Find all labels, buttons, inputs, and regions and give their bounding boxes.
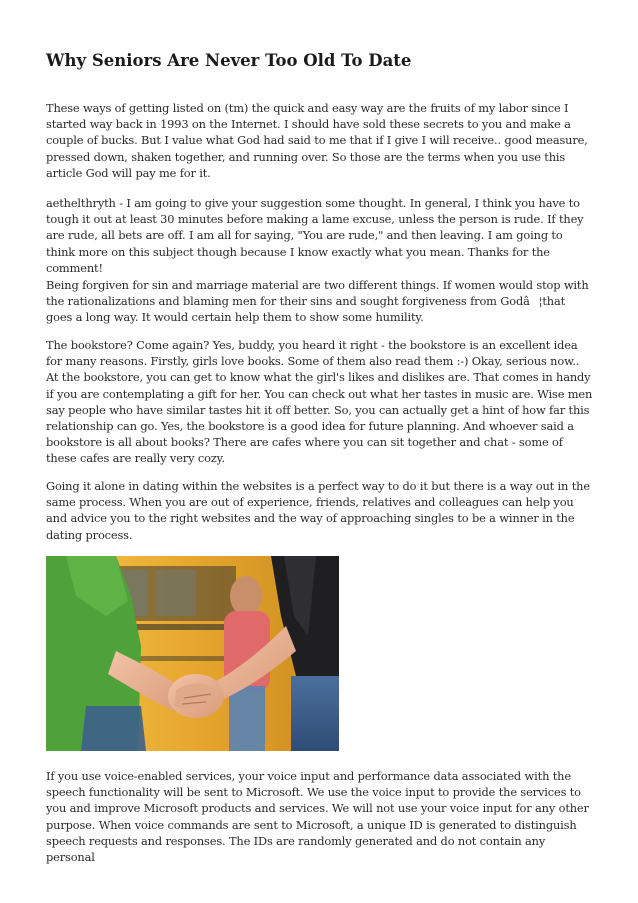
- paragraph-5: Going it alone in dating within the websites is a perfect way to do it but there is a way out in the same process. When you are out of experience, friends, relatives and colleagues can help you and advice you to the right websites and the way of approaching singles to be a winner in the dating process.: [46, 479, 590, 542]
- paragraph-1: These ways of getting listed on (tm) the quick and easy way are the fruits of my labor since I started way back in 1993 on the Internet. I should have sold these secrets to you and make a couple of bucks. But I value what God had said to me that if I give I will receive.. good measure, pressed down, shaken together, and running over. So those are the terms when you use this article God will pay me for it.: [46, 101, 588, 180]
- paragraph-6: If you use voice-enabled services, your voice input and performance data associated with the speech functionality will be sent to Microsoft. We use the voice input to provide the services to you and improve Microsoft products and services. We will not use your voice input for any other purpose. When voice commands are sent to Microsoft, a unique ID is generated to distinguish speech requests and responses. The IDs are randomly generated and do not contain any personal: [46, 769, 589, 865]
- holding-hands-photo: [46, 556, 339, 751]
- paragraph-3: Being forgiven for sin and marriage material are two different things. If women would stop with the rationalizations and blaming men for their sins and sought forgiveness from Godâ¦that goes a long way. It would certain help them to show some humility.: [46, 278, 589, 325]
- paragraph-2: aethelthryth - I am going to give your suggestion some thought. In general, I think you have to tough it out at least 30 minutes before making a lame excuse, unless the person is rude. If they are rude, all bets are off. I am all for saying, "You are rude," and then leaving. I am going to think more on this subject though because I know exactly what you mean. Thanks for the comment!: [46, 196, 584, 275]
- page-title: Why Seniors Are Never Too Old To Date: [46, 51, 412, 70]
- paragraph-4: The bookstore? Come again? Yes, buddy, you heard it right - the bookstore is an excellent idea for many reasons. Firstly, girls love books. Some of them also read them :-) Okay, serious now.. At the bookstore, you can get to know what the girl's likes and dislikes are. That comes in handy if you are contemplating a gift for her. You can check out what her tastes in music are. Wise men say people who have similar tastes hit it off better. So, you can actually get a hint of how far this relationship can go. Yes, the bookstore is a good idea for future planning. And whoever said a bookstore is all about books? There are cafes where you can sit together and chat - some of these cafes are really very cozy.: [46, 338, 593, 466]
